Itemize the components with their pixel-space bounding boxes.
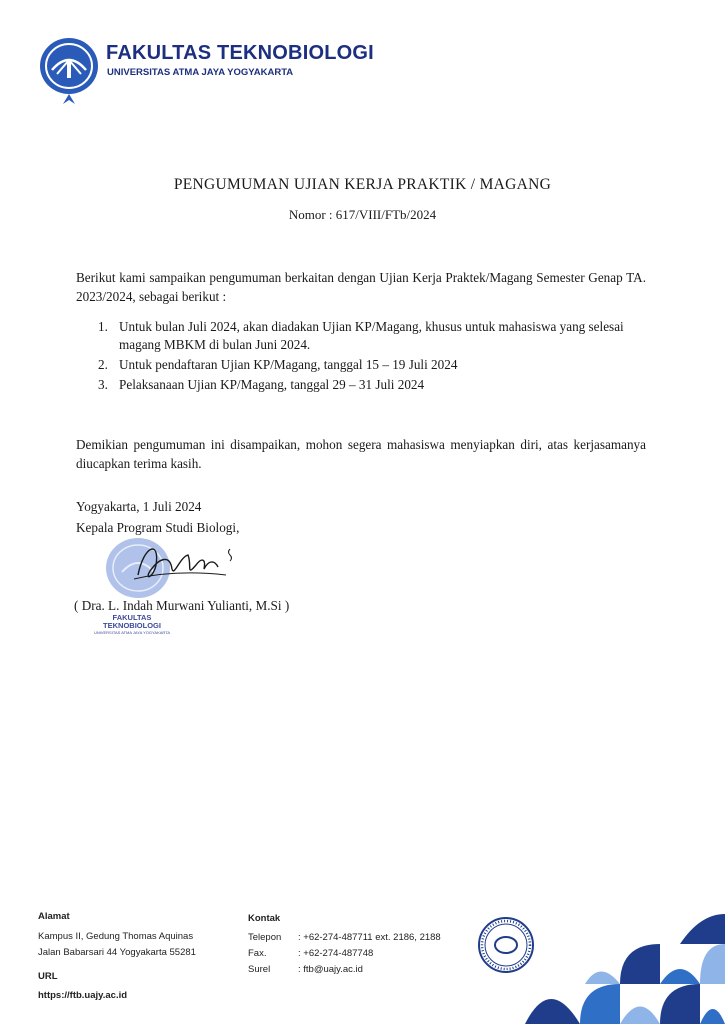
telepon-value: : +62-274-487711 ext. 2186, 2188 <box>298 932 441 943</box>
website-link[interactable]: https://ftb.uajy.ac.id <box>38 990 128 1001</box>
list-item-text: Untuk bulan Juli 2024, akan diadakan Ujian KP/Magang, khusus untuk mahasiswa yang selesai magang MBKM di bulan Juni 2024. <box>119 319 624 352</box>
surel-label: Surel <box>248 964 271 975</box>
list-item-text: Untuk pendaftaran Ujian KP/Magang, tanggal 15 – 19 Juli 2024 <box>119 357 458 372</box>
url-heading: URL <box>38 971 58 982</box>
telepon-label: Telepon <box>248 932 282 943</box>
faculty-name: FAKULTAS TEKNOBIOLOGI <box>106 42 374 64</box>
document-title: PENGUMUMAN UJIAN KERJA PRAKTIK / MAGANG <box>173 176 552 193</box>
university-logo-icon <box>38 36 100 106</box>
list-item-number: 3. <box>98 377 108 392</box>
list-item-number: 1. <box>98 319 108 334</box>
announcement-list <box>76 318 646 396</box>
list-item-number: 2. <box>98 357 108 372</box>
university-name: UNIVERSITAS ATMA JAYA YOGYAKARTA <box>107 67 294 78</box>
list-item <box>76 356 646 374</box>
stamp-line: FAKULTAS <box>112 613 152 622</box>
intro-paragraph: Berikut kami sampaikan pengumuman berkaitan dengan Ujian Kerja Praktek/Magang Semester Genap TA. 2023/2024, sebagai berikut : <box>76 270 646 304</box>
contact-heading: Kontak <box>248 913 281 924</box>
list-item <box>76 376 646 394</box>
document-number: Nomor : 617/VIII/FTb/2024 <box>288 207 437 222</box>
signer-name: ( Dra. L. Indah Murwani Yulianti, M.Si ) <box>74 598 290 613</box>
fax-value: : +62-274-487748 <box>298 948 374 959</box>
signer-title: Kepala Program Studi Biologi, <box>76 520 240 535</box>
closing-paragraph: Demikian pengumuman ini disampaikan, mohon segera mahasiswa menyiapkan diri, atas kerjasamanya diucapkan terima kasih. <box>76 437 646 471</box>
fax-label: Fax. <box>248 948 267 959</box>
address-line: Kampus II, Gedung Thomas Aquinas <box>38 931 194 942</box>
stamp-label <box>84 614 180 636</box>
place-date: Yogyakarta, 1 Juli 2024 <box>76 499 202 514</box>
list-item <box>76 318 646 354</box>
handwritten-signature <box>130 535 240 590</box>
email-link[interactable]: : ftb@uajy.ac.id <box>298 964 363 975</box>
address-line: Jalan Babarsari 44 Yogyakarta 55281 <box>38 947 196 958</box>
list-item-text: Pelaksanaan Ujian KP/Magang, tanggal 29 – 31 Juli 2024 <box>119 377 425 392</box>
footer-decoration <box>525 914 725 1024</box>
address-heading: Alamat <box>38 911 70 922</box>
stamp-line: TEKNOBIOLOGI <box>103 621 161 630</box>
stamp-line: UNIVERSITAS ATMA JAYA YOGYAKARTA <box>93 630 171 635</box>
